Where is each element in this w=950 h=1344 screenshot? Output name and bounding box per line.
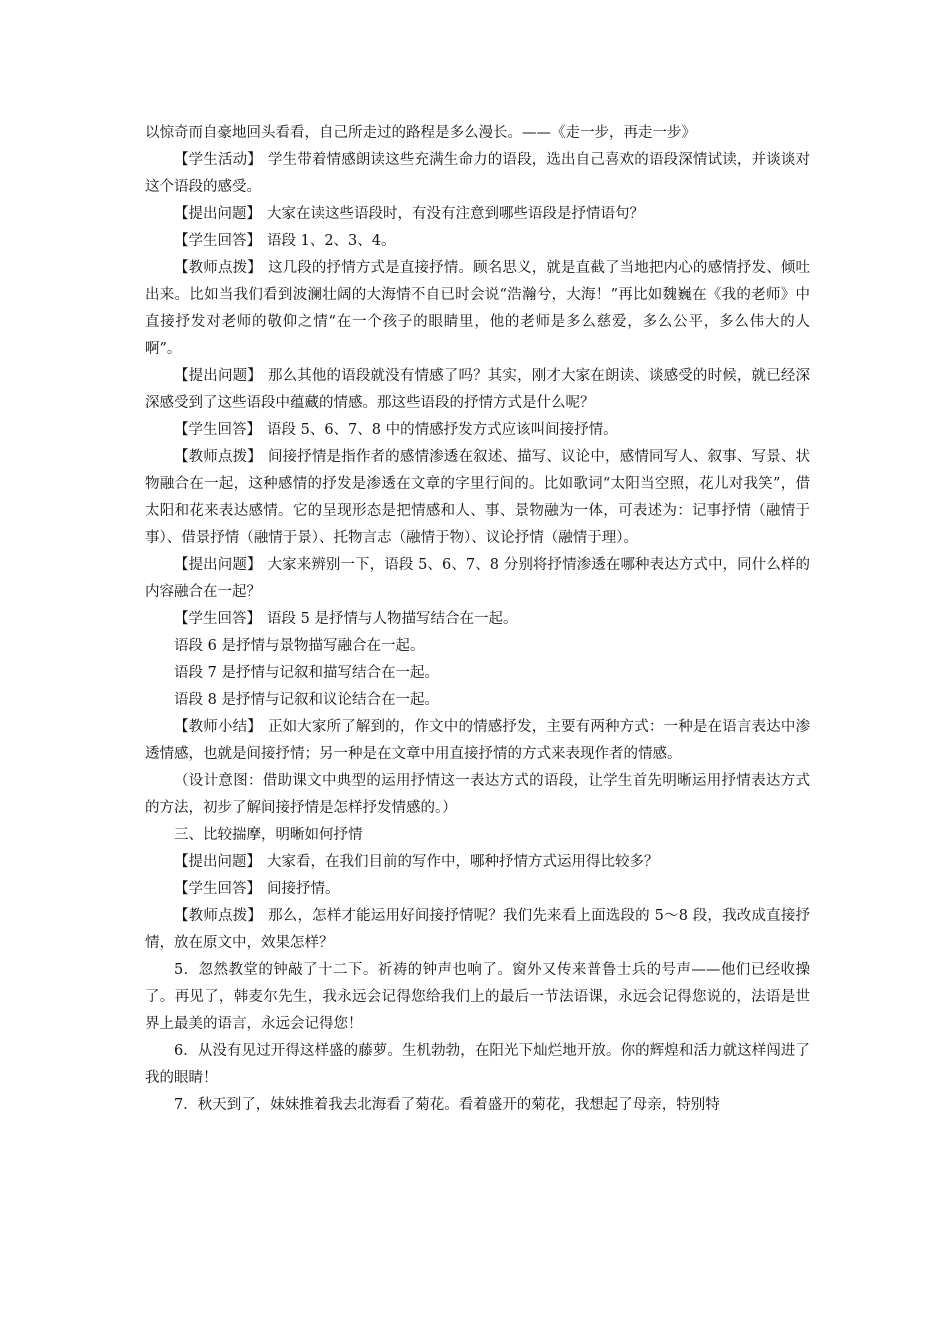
paragraph <box>145 228 810 255</box>
paragraph-text: 大家来辨别一下，语段 5、6、7、8 分别将抒情渗透在哪种表达方式中，同什么样的内容融合在一起？ <box>145 557 810 600</box>
paragraph-text: 7．秋天到了，妹妹推着我去北海看了菊花。看着盛开的菊花，我想起了母亲，特别特 <box>174 1097 720 1113</box>
paragraph-text: 大家在读这些语段时，有没有注意到哪些语段是抒情语句？ <box>267 206 644 222</box>
paragraph-text: 那么其他的语段就没有情感了吗？其实，刚才大家在朗读、谈感受的时候，就已经深深感受到了这些语段中蕴藏的情感。那这些语段的抒情方式是什么呢？ <box>145 368 811 411</box>
paragraph-tag: 【学生活动】 <box>174 152 262 168</box>
paragraph-tag: 【提出问题】 <box>174 854 261 870</box>
paragraph-text: 间接抒情是指作者的感情渗透在叙述、描写、议论中，感情同写人、叙事、写景、状物融合在一起，这种感情的抒发是渗透在文章的字里行间的。比如歌词“太阳当空照，花儿对我笑”，借太阳和花来表达感情。它的呈现形态是把情感和人、事、景物融为一体，可表述为：记事抒情（融情于事）、借景抒情（融情于景）、托物言志（融情于物）、议论抒情（融情于理）。 <box>145 449 811 546</box>
paragraph-tag: 【提出问题】 <box>174 206 261 222</box>
paragraph-text: 大家看，在我们目前的写作中，哪种抒情方式运用得比较多？ <box>267 854 659 870</box>
paragraph <box>145 876 810 903</box>
paragraph-text: （设计意图：借助课文中典型的运用抒情这一表达方式的语段，让学生首先明晰运用抒情表达方式的方法，初步了解间接抒情是怎样抒发情感的。） <box>145 773 810 816</box>
paragraph-tag: 【教师点拨】 <box>174 260 262 276</box>
paragraph-text: 语段 8 是抒情与记叙和议论结合在一起。 <box>174 692 439 708</box>
paragraph <box>145 849 810 876</box>
paragraph-tag: 【学生回答】 <box>174 233 261 249</box>
paragraph-tag: 【学生回答】 <box>174 422 261 438</box>
paragraph <box>145 417 810 444</box>
paragraph-text: 语段 1、2、3、4。 <box>267 233 396 249</box>
paragraph <box>145 714 810 768</box>
paragraph <box>145 903 810 957</box>
paragraph-text: 语段 5、6、7、8 中的情感抒发方式应该叫间接抒情。 <box>267 422 618 438</box>
paragraph <box>145 768 810 822</box>
paragraph <box>145 1038 810 1092</box>
paragraph <box>145 255 810 363</box>
paragraph <box>145 1092 810 1119</box>
paragraph-text: 间接抒情。 <box>267 881 340 897</box>
paragraph-tag: 【教师点拨】 <box>174 908 263 924</box>
document-page <box>145 120 810 1119</box>
paragraph-text: 语段 6 是抒情与景物描写融合在一起。 <box>174 638 425 654</box>
paragraph-text: 三、比较揣摩，明晰如何抒情 <box>174 827 363 843</box>
paragraph-tag: 【提出问题】 <box>174 368 262 384</box>
paragraph <box>145 363 810 417</box>
paragraph-text: 那么，怎样才能运用好间接抒情呢？我们先来看上面选段的 5～8 段，我改成直接抒情，放在原文中，效果怎样？ <box>145 908 810 951</box>
paragraph <box>145 201 810 228</box>
paragraph-text: 语段 7 是抒情与记叙和描写结合在一起。 <box>174 665 439 681</box>
paragraph <box>145 822 810 849</box>
paragraph <box>145 444 810 552</box>
paragraph-tag: 【学生回答】 <box>174 881 261 897</box>
paragraph <box>145 606 810 633</box>
paragraph-tag: 【提出问题】 <box>174 557 262 573</box>
paragraph <box>145 147 810 201</box>
paragraph-text: 6．从没有见过开得这样盛的藤萝。生机勃勃，在阳光下灿烂地开放。你的辉煌和活力就这样闯进了我的眼睛！ <box>145 1043 810 1086</box>
paragraph-text: 正如大家所了解到的，作文中的情感抒发，主要有两种方式：一种是在语言表达中渗透情感，也就是间接抒情；另一种是在文章中用直接抒情的方式来表现作者的情感。 <box>145 719 811 762</box>
paragraph <box>145 120 810 147</box>
paragraph-tag: 【学生回答】 <box>174 611 261 627</box>
paragraph-text: 5．忽然教堂的钟敲了十二下。祈祷的钟声也响了。窗外又传来普鲁士兵的号声——他们已经收操了。再见了，韩麦尔先生，我永远会记得您给我们上的最后一节法语课，永远会记得您说的，法语是世界上最美的语言，永远会记得您！ <box>145 962 810 1032</box>
paragraph-text: 这几段的抒情方式是直接抒情。顾名思义，就是直截了当地把内心的感情抒发、倾吐出来。比如当我们看到波澜壮阔的大海情不自已时会说“浩瀚兮，大海！”再比如魏巍在《我的老师》中直接抒发对老师的敬仰之情“在一个孩子的眼睛里，他的老师是多么慈爱，多么公平，多么伟大的人啊”。 <box>145 260 811 357</box>
paragraph-tag: 【教师小结】 <box>174 719 262 735</box>
paragraph-text: 以惊奇而自豪地回头看看，自己所走过的路程是多么漫长。——《走一步，再走一步》 <box>145 125 696 141</box>
paragraph <box>145 687 810 714</box>
paragraph-text: 语段 5 是抒情与人物描写结合在一起。 <box>267 611 518 627</box>
paragraph <box>145 633 810 660</box>
paragraph <box>145 957 810 1038</box>
paragraph <box>145 660 810 687</box>
paragraph-tag: 【教师点拨】 <box>174 449 262 465</box>
paragraph-text: 学生带着情感朗读这些充满生命力的语段，选出自己喜欢的语段深情试读，并谈谈对这个语段的感受。 <box>145 152 811 195</box>
paragraph <box>145 552 810 606</box>
